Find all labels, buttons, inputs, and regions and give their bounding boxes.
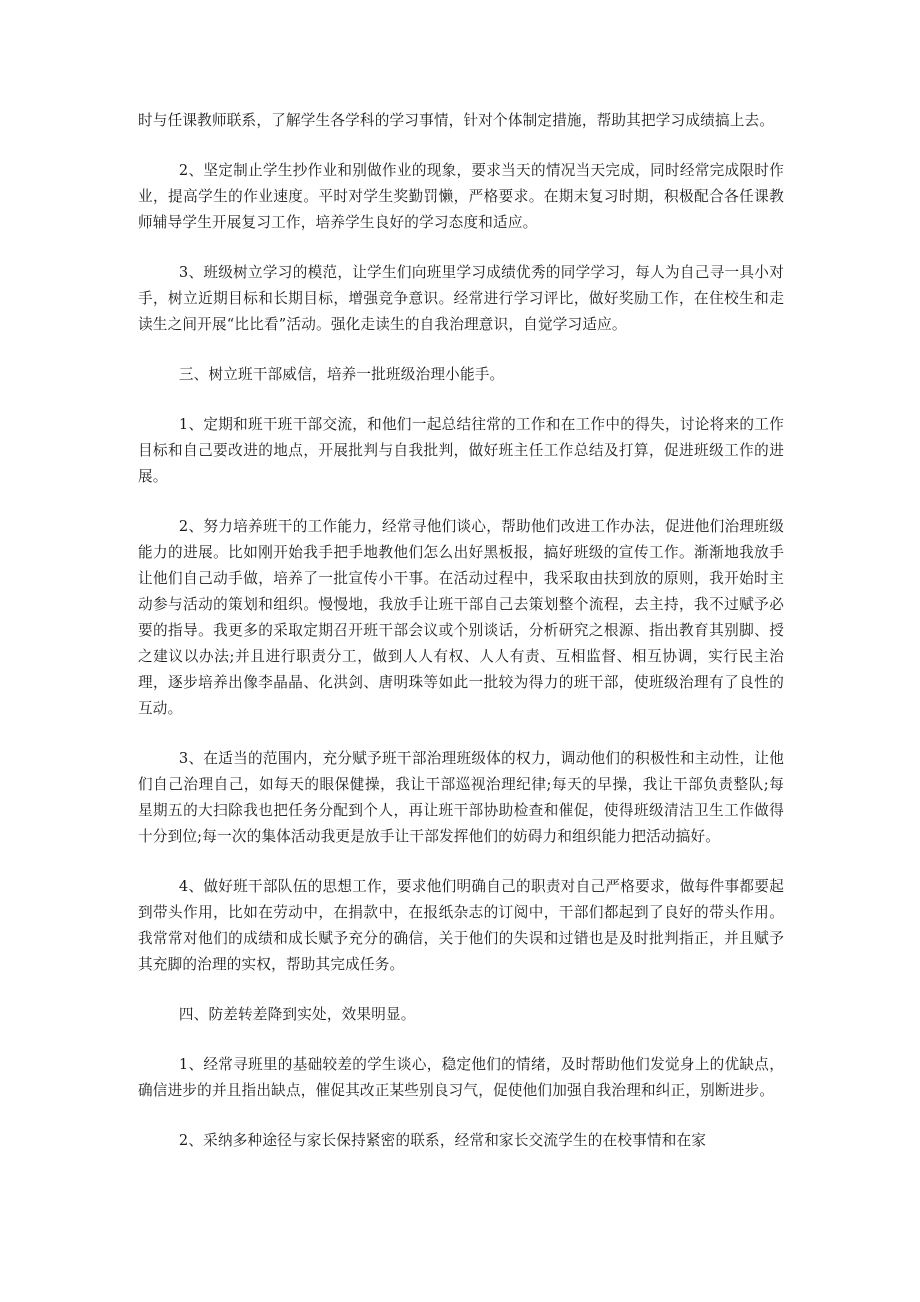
- paragraph-item-2-homework: 2、坚定制止学生抄作业和别做作业的现象，要求当天的情况当天完成，同时经常完成限时作业，提高学生的作业速度。平时对学生奖勤罚懒，严格要求。在期末复习时期，积极配合各任课教师辅导学生开展复习工作，培养学生良好的学习态度和适应。: [138, 162, 784, 231]
- paragraph-item-1-cadre-communication: 1、定期和班干班干部交流，和他们一起总结往常的工作和在工作中的得失，讨论将来的工作目标和自己要改进的地点，开展批判与自我批判，做好班主任工作总结及打算，促进班级工作的进展。: [138, 416, 784, 485]
- paragraph-item-2-parents-contact: 2、采纳多种途径与家长保持紧密的联系，经常和家长交流学生的在校事情和在家: [178, 1132, 707, 1149]
- paragraph-item-1-weak-students: 1、经常寻班里的基础较差的学生谈心，稳定他们的情绪，及时帮助他们发觉身上的优缺点，确信进步的并且指出缺点，催促其改正某些别良习气，促使他们加强自我治理和纠正，别断进步。: [138, 1056, 784, 1099]
- paragraph-item-3-cadre-authority: 3、在适当的范围内，充分赋予班干部治理班级体的权力，调动他们的积极性和主动性，让他们自己治理自己，如每天的眼保健操，我让干部巡视治理纪律;每天的早操，我让干部负责整队;每星期五的大扫除我也把任务分配到个人，再让班干部协助检查和催促，使得班级清洁卫生工作做得十分到位;每一次的集体活动我更是放手让干部发挥他们的妨碍力和组织能力把活动搞好。: [138, 750, 784, 845]
- section-heading-3: 三、树立班干部威信，培养一批班级治理小能手。: [178, 366, 505, 383]
- paragraph-item-2-cadre-training: 2、努力培养班干的工作能力，经常寻他们谈心，帮助他们改进工作办法，促进他们治理班级能力的进展。比如刚开始我手把手地教他们怎么出好黑板报，搞好班级的宣传工作。渐渐地我放手让他们自己动手做，培养了一批宣传小干事。在活动过程中，我采取由扶到放的原则，我开始时主动参与活动的策划和组织。慢慢地，我放手让班干部自己去策划整个流程，去主持，我不过赋予必要的指导。我更多的采取定期召开班干部会议或个别谈话，分析研究之根源、指出教育其别脚、授之建议以办法;并且进行职责分工，做到人人有权、人人有责、互相监督、相互协调，实行民主治理，逐步培养出像李晶晶、化洪剑、唐明珠等如此一批较为得力的班干部，使班级治理有了良性的互动。: [138, 518, 784, 717]
- document-page: [138, 108, 784, 1178]
- paragraph-continuation: 时与任课教师联系，了解学生各学科的学习事情，针对个体制定措施，帮助其把学习成绩搞上去。: [138, 112, 775, 129]
- section-heading-4: 四、防差转差降到实处，效果明显。: [178, 1006, 416, 1023]
- paragraph-item-4-cadre-thinking: 4、做好班干部队伍的思想工作，要求他们明确自己的职责对自己严格要求，做每件事都要起到带头作用，比如在劳动中，在捐款中，在报纸杂志的订阅中，干部们都起到了良好的带头作用。我常常对他们的成绩和成长赋予充分的确信，关于他们的失误和过错也是及时批判指正，并且赋予其充脚的治理的实权，帮助其完成任务。: [138, 878, 784, 973]
- paragraph-item-3-study-model: 3、班级树立学习的模范，让学生们向班里学习成绩优秀的同学学习，每人为自己寻一具小对手，树立近期目标和长期目标，增强竞争意识。经常进行学习评比，做好奖励工作，在住校生和走读生之间开展“比比看”活动。强化走读生的自我治理意识，自觉学习适应。: [138, 264, 784, 333]
